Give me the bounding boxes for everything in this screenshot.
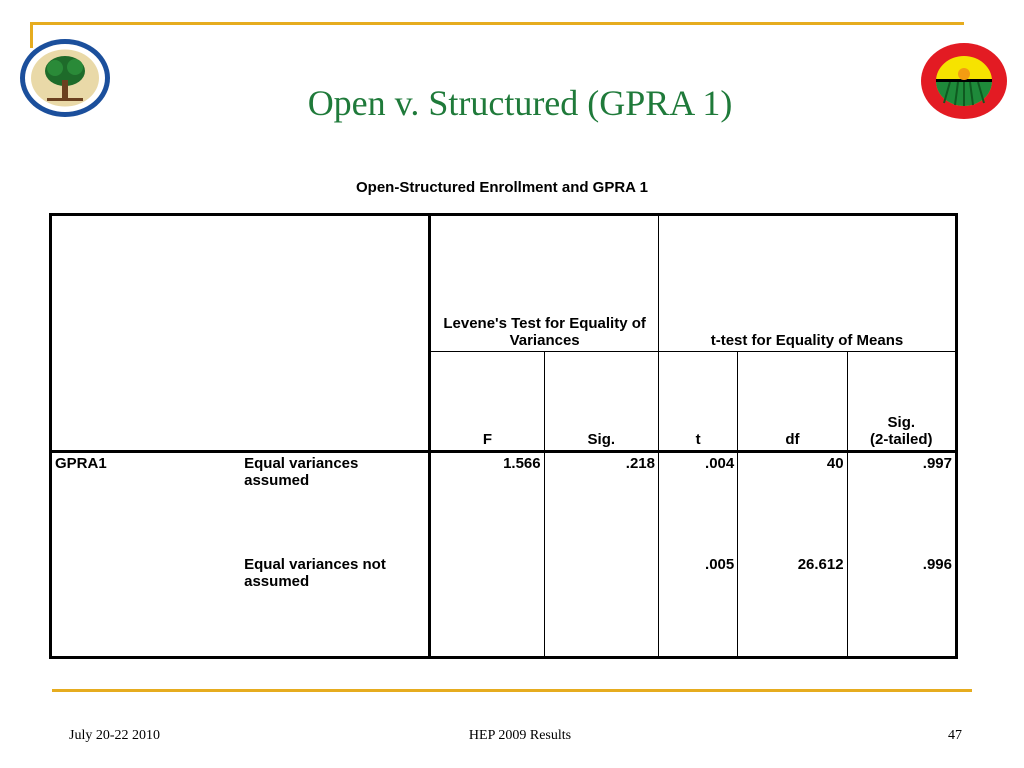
column-header-sig: Sig. bbox=[544, 352, 658, 452]
cell-df: 40 bbox=[738, 452, 847, 554]
cell-t: .004 bbox=[658, 452, 737, 554]
levene-test-header: Levene's Test for Equality of Variances bbox=[430, 215, 659, 352]
column-header-f: F bbox=[430, 352, 544, 452]
page-number: 47 bbox=[948, 728, 962, 743]
bottom-rule bbox=[52, 689, 972, 692]
migrant-education-seal-icon bbox=[920, 42, 1008, 120]
cell-sig-2-tailed: .996 bbox=[847, 554, 956, 658]
empty-corner-cell bbox=[51, 215, 430, 452]
row-label: Equal variances assumed bbox=[241, 452, 430, 554]
cell-f: 1.566 bbox=[430, 452, 544, 554]
variable-label: GPRA1 bbox=[51, 452, 242, 554]
footer-date: July 20-22 2010 bbox=[69, 728, 160, 743]
column-header-sig-2-tailed: Sig. (2-tailed) bbox=[847, 352, 956, 452]
cell-sig bbox=[544, 554, 658, 658]
variable-label-empty bbox=[51, 554, 242, 658]
slide-title: Open v. Structured (GPRA 1) bbox=[307, 83, 733, 123]
cell-sig-2-tailed: .997 bbox=[847, 452, 956, 554]
independent-samples-test-table bbox=[49, 213, 958, 659]
cell-t: .005 bbox=[658, 554, 737, 658]
ttest-header: t-test for Equality of Means bbox=[658, 215, 956, 352]
table-caption: Open-Structured Enrollment and GPRA 1 bbox=[356, 179, 648, 196]
column-header-t: t bbox=[658, 352, 737, 452]
column-header-df: df bbox=[738, 352, 847, 452]
row-label: Equal variances not assumed bbox=[244, 555, 386, 590]
cell-f bbox=[430, 554, 544, 658]
cell-df: 26.612 bbox=[738, 554, 847, 658]
cell-sig: .218 bbox=[544, 452, 658, 554]
footer-title: HEP 2009 Results bbox=[468, 728, 572, 743]
top-rule bbox=[30, 22, 964, 25]
